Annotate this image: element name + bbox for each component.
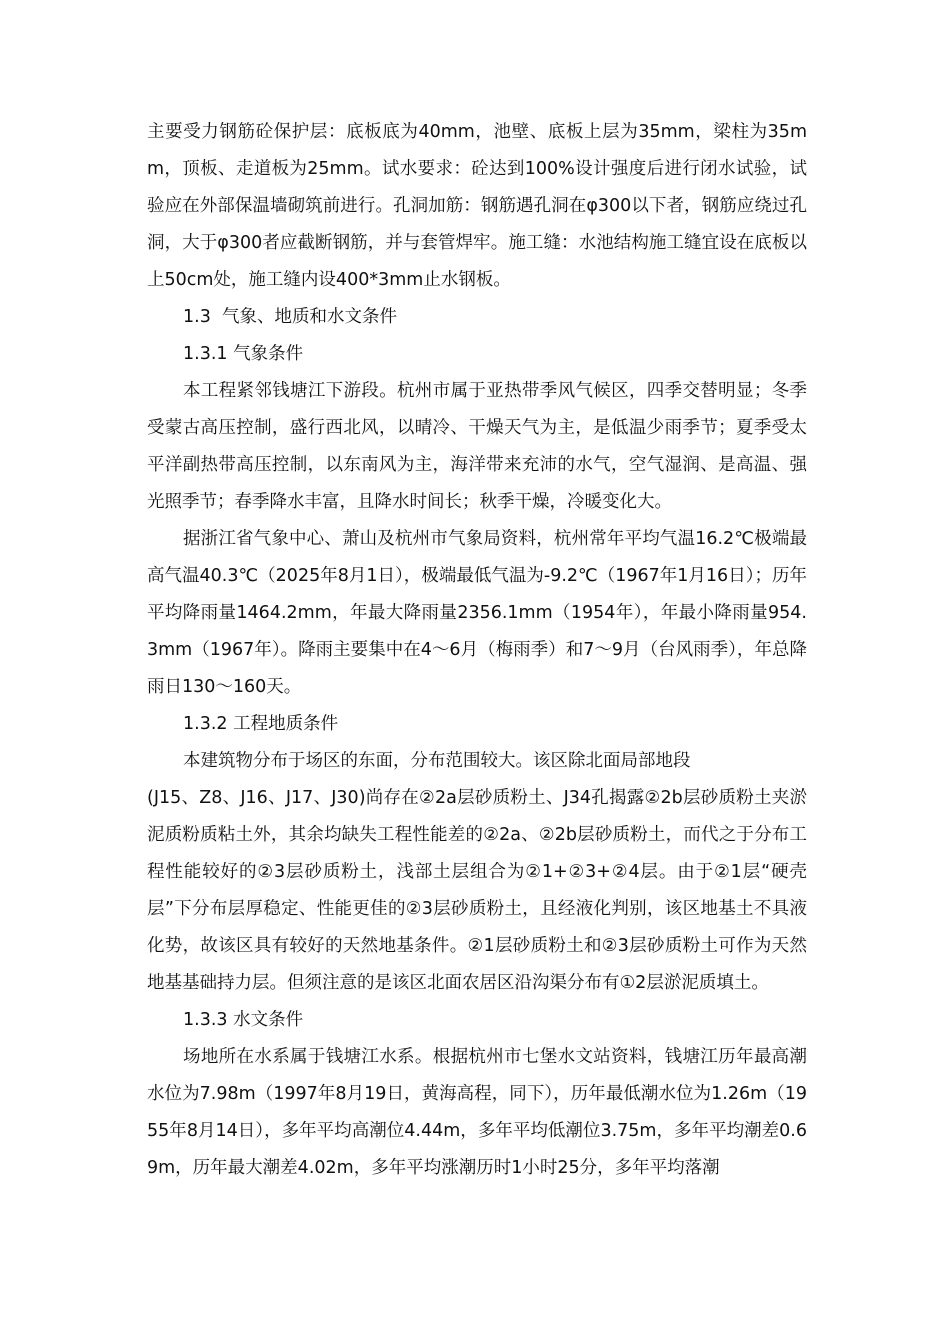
section-heading-1-3-1: 1.3.1 气象条件 — [183, 344, 304, 364]
paragraph-geology-intro: 本建筑物分布于场区的东面，分布范围较大。该区除北面局部地段 — [183, 751, 691, 771]
document-body — [147, 114, 807, 1187]
paragraph-concrete-specs: 主要受力钢筋砼保护层：底板底为40mm，池壁、底板上层为35mm，梁柱为35mm，顶板、走道板为25mm。试水要求：砼达到100%设计强度后进行闭水试验，试验应在外部保温墙砌筑前进行。孔洞加筋：钢筋遇孔洞在φ300以下者，钢筋应绕过孔洞，大于φ300者应截断钢筋，并与套管焊牢。施工缝：水池结构施工缝宜设在底板以上50cm处，施工缝内设400*3mm止水钢板。 — [147, 122, 807, 290]
paragraph-climate-statistics: 据浙江省气象中心、萧山及杭州市气象局资料，杭州常年平均气温16.2℃极端最高气温40.3℃（2025年8月1日），极端最低气温为-9.2℃（1967年1月16日）；历年平均降雨量1464.2mm，年最大降雨量2356.1mm（1954年），年最小降雨量954.3mm（1967年）。降雨主要集中在4～6月（梅雨季）和7～9月（台风雨季），年总降雨日130～160天。 — [147, 529, 807, 697]
paragraph-hydrology: 场地所在水系属于钱塘江水系。根据杭州市七堡水文站资料，钱塘江历年最高潮水位为7.98m（1997年8月19日，黄海高程，同下），历年最低潮水位为1.26m（1955年8月14日），多年平均高潮位4.44m，多年平均低潮位3.75m，多年平均潮差0.69m，历年最大潮差4.02m，多年平均涨潮历时1小时25分，多年平均落潮 — [147, 1047, 807, 1178]
section-heading-1-3: 1.3 气象、地质和水文条件 — [183, 307, 397, 327]
section-heading-1-3-3: 1.3.3 水文条件 — [183, 1010, 304, 1030]
section-heading-1-3-2: 1.3.2 工程地质条件 — [183, 714, 339, 734]
paragraph-geology-details: (J15、Z8、J16、J17、J30)尚存在②2a层砂质粉土、J34孔揭露②2b层砂质粉土夹淤泥质粉质粘土外，其余均缺失工程性能差的②2a、②2b层砂质粉土，而代之于分布工程性能较好的②3层砂质粉土，浅部土层组合为②1+②3+②4层。由于②1层“硬壳层”下分布层厚稳定、性能更佳的②3层砂质粉土，且经液化判别，该区地基土不具液化势，故该区具有较好的天然地基条件。②1层砂质粉土和②3层砂质粉土可作为天然地基基础持力层。但须注意的是该区北面农居区沿沟渠分布有①2层淤泥质填土。 — [147, 788, 807, 993]
paragraph-climate-overview: 本工程紧邻钱塘江下游段。杭州市属于亚热带季风气候区，四季交替明显；冬季受蒙古高压控制，盛行西北风，以晴冷、干燥天气为主，是低温少雨季节；夏季受太平洋副热带高压控制，以东南风为主，海洋带来充沛的水气，空气湿润、是高温、强光照季节；春季降水丰富，且降水时间长；秋季干燥，冷暖变化大。 — [147, 381, 807, 512]
